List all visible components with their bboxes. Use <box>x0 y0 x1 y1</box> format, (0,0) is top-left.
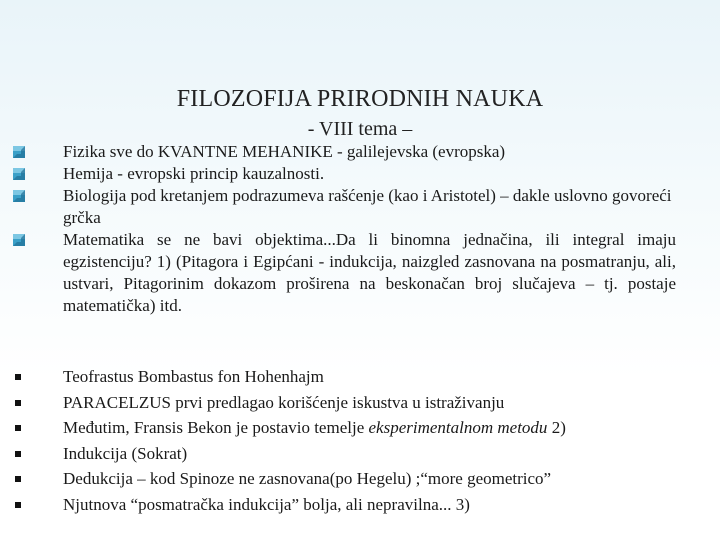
slide-title: FILOZOFIJA PRIRODNIH NAUKA <box>176 86 544 112</box>
small-square-bullet-icon <box>15 400 21 406</box>
small-square-bullet-icon <box>15 502 21 508</box>
bullet-list-secondary <box>10 364 690 518</box>
point-text: Teofrastus Bombastus fon Hohenhajm <box>63 367 324 386</box>
bullet-text: Fizika sve do KVANTNE MEHANIKE - galilejevska (evropska) <box>63 142 506 161</box>
square-bullet-icon <box>13 234 25 246</box>
list-item <box>10 492 690 518</box>
list-item <box>10 466 690 492</box>
point-text: Dedukcija – kod Spinoze ne zasnovana(po Hegelu) ;“more geometrico” <box>63 469 552 489</box>
list-item <box>10 390 690 416</box>
list-item <box>10 163 676 185</box>
list-item <box>10 185 676 229</box>
square-bullet-icon <box>13 190 25 202</box>
list-item <box>10 141 676 163</box>
small-square-bullet-icon <box>15 451 21 457</box>
list-item <box>10 364 690 390</box>
bullet-list-main <box>10 141 676 317</box>
small-square-bullet-icon <box>15 374 21 380</box>
bullet-text: Biologija pod kretanjem podrazumeva rašćenje (kao i Aristotel) – dakle uslovno govoreći grčka <box>63 186 672 227</box>
list-item <box>10 229 676 317</box>
small-square-bullet-icon <box>15 476 21 482</box>
slide-subtitle: - VIII tema – <box>307 118 413 140</box>
point-text-after: 2) <box>547 418 566 438</box>
square-bullet-icon <box>13 146 25 158</box>
point-text-before: Međutim, Fransis Bekon je postavio temelje <box>63 418 369 438</box>
point-text: PARACELZUS prvi predlagao korišćenje iskustva u istraživanju <box>63 392 505 412</box>
bullet-text: Matematika se ne bavi objektima...Da li binomna jednačina, ili integral imaju egzistenciju? 1) (Pitagora i Egipćani - indukcija, naizgled zasnovana na posmatranju, ali, ustvari, Pitagorinim dokazom proširena na beskonačan broj slučajeva – tj. postaje matematička) itd. <box>63 230 676 315</box>
list-item <box>10 415 690 441</box>
small-square-bullet-icon <box>15 425 21 431</box>
list-item <box>10 441 690 467</box>
bullet-text: Hemija - evropski princip kauzalnosti. <box>63 164 325 183</box>
point-text: Njutnova “posmatračka indukcija” bolja, ali nepravilna... 3) <box>63 494 470 514</box>
square-bullet-icon <box>13 168 25 180</box>
point-text-emphasis: eksperimentalnom metodu <box>368 418 548 438</box>
point-text: Indukcija (Sokrat) <box>63 443 188 463</box>
